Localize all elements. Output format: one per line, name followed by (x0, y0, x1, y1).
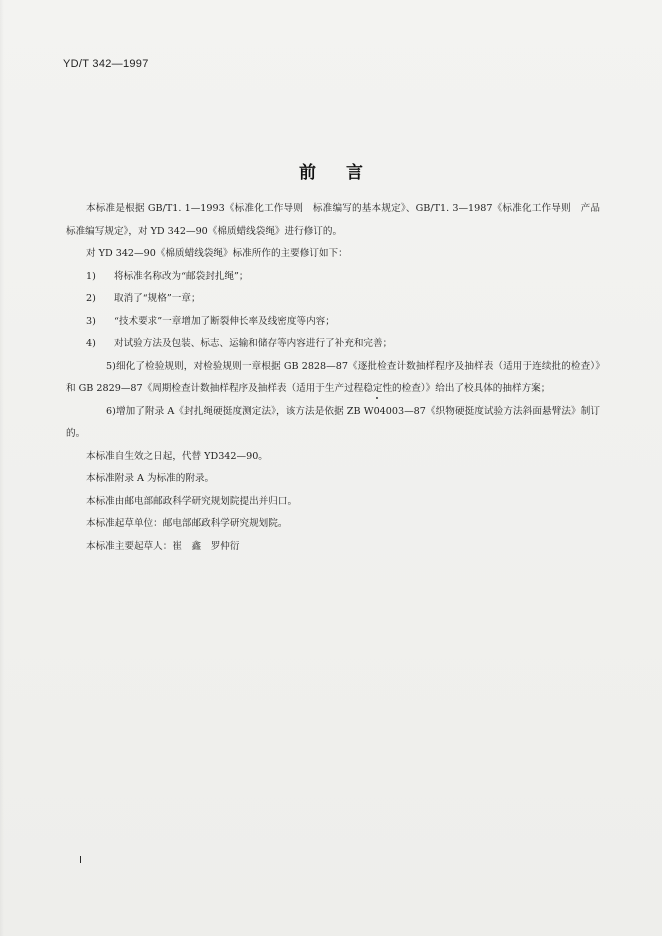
page-number: I (79, 855, 82, 866)
revision-number: 1) (86, 270, 96, 282)
revision-text: 将标准名称改为“邮袋封扎绳”； (114, 270, 249, 282)
revision-text: 细化了检验规则，对检验规则一章根据 GB 2828—87《逐批检查计数抽样程序及抽样表（适用于连续批的检查）》和 GB 2829—87《周期检查计数抽样程序及抽样表（适用于生产过程稳定性的检查）》给出了校具体的抽样方案； (66, 360, 600, 394)
revision-number: 4) (86, 338, 96, 349)
drafters-paragraph: 本标准主要起草人：崔 鑫 罗仲衍 (86, 540, 240, 552)
revision-number: 5) (106, 360, 116, 372)
revision-item (66, 311, 600, 334)
scan-speck (376, 397, 378, 399)
closing-paragraph: 本标准自生效之日起，代替 YD342—90。 (86, 450, 268, 462)
revision-number: 6) (106, 405, 116, 417)
foreword-body (66, 198, 600, 558)
closing-paragraph: 本标准起草单位：邮电部邮政科学研究规划院。 (86, 518, 288, 529)
revision-number: 3) (86, 315, 96, 327)
page-title: 前言 (299, 163, 393, 183)
standard-code-header: YD/T 342—1997 (63, 58, 149, 70)
revision-number: 2) (86, 293, 96, 304)
revision-text: 取消了“规格”一章； (114, 293, 201, 304)
revision-text: 增加了附录 A《封扎绳硬挺度测定法》，该方法是依据 ZB W04003—87《织物硬挺度试验方法斜面悬臂法》制订的。 (66, 405, 600, 439)
revision-item (66, 288, 600, 311)
revision-text: 对试验方法及包装、标志、运输和储存等内容进行了补充和完善； (114, 338, 393, 349)
revision-item (66, 356, 600, 401)
revisions-intro-paragraph: 对 YD 342—90《棉质蜡线袋绳》标准所作的主要修订如下： (86, 248, 348, 259)
revision-item (66, 266, 600, 289)
revision-item (66, 333, 600, 356)
revision-item (66, 401, 600, 446)
closing-paragraph: 本标准由邮电部邮政科学研究规划院提出并归口。 (86, 495, 298, 507)
revision-text: “技术要求”一章增加了断裂伸长率及线密度等内容； (114, 315, 335, 327)
closing-paragraph: 本标准附录 A 为标准的附录。 (86, 473, 215, 484)
intro-paragraph: 本标准是根据 GB/T1. 1—1993《标准化工作导则 标准编写的基本规定》、GB/T1. 3—1987《标准化工作导则 产品标准编写规定》，对 YD 342—90《棉质蜡线袋绳》进行修订的。 (66, 203, 600, 237)
